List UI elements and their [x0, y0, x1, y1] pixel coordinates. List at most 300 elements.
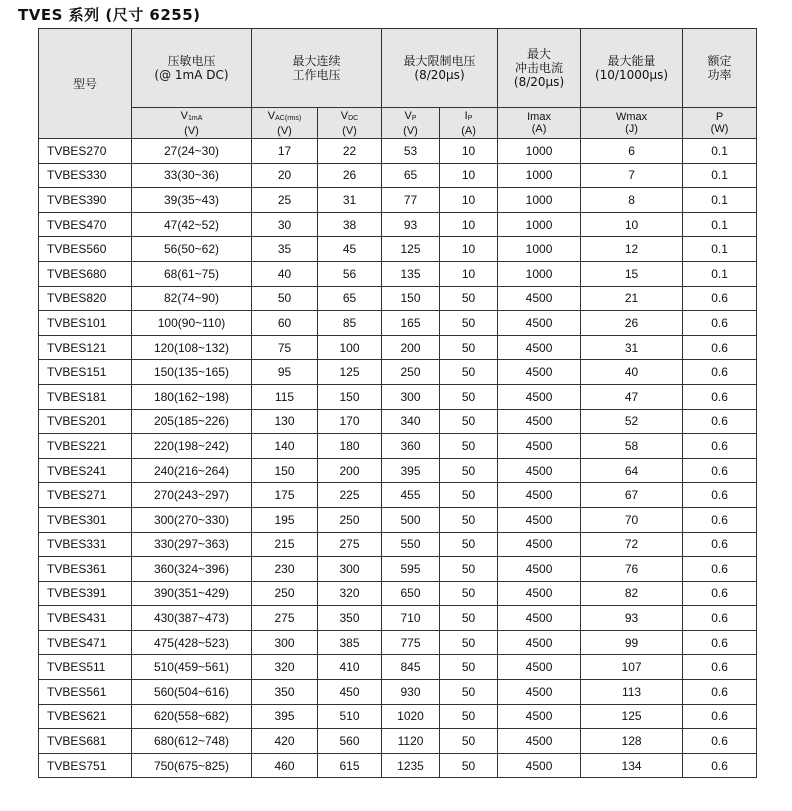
- cell-vp: 135: [382, 261, 440, 286]
- cell-varistor-voltage: 33(30~36): [132, 163, 252, 188]
- cell-vp: 1120: [382, 729, 440, 754]
- cell-wmax: 12: [581, 237, 683, 262]
- cell-ip: 50: [440, 655, 498, 680]
- symbol-subscript: DC: [348, 114, 359, 122]
- symbol-subscript: 1mA: [187, 114, 203, 122]
- cell-varistor-voltage: 39(35~43): [132, 188, 252, 213]
- cell-ip: 50: [440, 384, 498, 409]
- cell-imax: 1000: [498, 237, 581, 262]
- symbol: V: [340, 109, 349, 122]
- cell-ip: 50: [440, 507, 498, 532]
- cell-vac: 460: [252, 753, 318, 778]
- header-row: [39, 29, 757, 108]
- col-header-max-clamping: [382, 29, 498, 108]
- table-row: [39, 507, 757, 532]
- cell-vdc: 225: [318, 483, 382, 508]
- cell-vac: 60: [252, 311, 318, 336]
- cell-vac: 175: [252, 483, 318, 508]
- cell-vac: 215: [252, 532, 318, 557]
- cell-ip: 10: [440, 237, 498, 262]
- symbol: P: [715, 111, 724, 123]
- cell-varistor-voltage: 68(61~75): [132, 261, 252, 286]
- subheader-ip: [440, 108, 498, 139]
- table-row: [39, 409, 757, 434]
- table-row: [39, 680, 757, 705]
- cell-vp: 200: [382, 335, 440, 360]
- cell-power: 0.6: [683, 458, 757, 483]
- cell-varistor-voltage: 360(324~396): [132, 557, 252, 582]
- cell-varistor-voltage: 560(504~616): [132, 680, 252, 705]
- cell-power: 0.6: [683, 286, 757, 311]
- cell-imax: 4500: [498, 434, 581, 459]
- unit: (J): [625, 123, 638, 135]
- cell-vdc: 615: [318, 753, 382, 778]
- cell-model: TVBES330: [39, 163, 132, 188]
- header-line: 额定: [707, 54, 732, 68]
- cell-vac: 230: [252, 557, 318, 582]
- cell-varistor-voltage: 180(162~198): [132, 384, 252, 409]
- cell-vdc: 56: [318, 261, 382, 286]
- header-line: 压敏电压: [167, 54, 216, 68]
- cell-wmax: 47: [581, 384, 683, 409]
- cell-imax: 4500: [498, 335, 581, 360]
- cell-varistor-voltage: 680(612~748): [132, 729, 252, 754]
- cell-vdc: 450: [318, 680, 382, 705]
- symbol-subscript: P: [467, 114, 473, 122]
- cell-vp: 300: [382, 384, 440, 409]
- cell-vac: 140: [252, 434, 318, 459]
- col-header-rated-power: [683, 29, 757, 108]
- table-row: [39, 729, 757, 754]
- cell-model: TVBES271: [39, 483, 132, 508]
- cell-vp: 710: [382, 606, 440, 631]
- cell-varistor-voltage: 120(108~132): [132, 335, 252, 360]
- col-header-model: [39, 29, 132, 139]
- cell-vp: 500: [382, 507, 440, 532]
- cell-vdc: 410: [318, 655, 382, 680]
- header-line: 最大连续: [292, 54, 341, 68]
- table-row: [39, 704, 757, 729]
- cell-varistor-voltage: 205(185~226): [132, 409, 252, 434]
- cell-model: TVBES560: [39, 237, 132, 262]
- cell-model: TVBES301: [39, 507, 132, 532]
- cell-power: 0.6: [683, 483, 757, 508]
- cell-model: TVBES471: [39, 630, 132, 655]
- cell-imax: 4500: [498, 680, 581, 705]
- cell-varistor-voltage: 220(198~242): [132, 434, 252, 459]
- subheader-p: [683, 108, 757, 139]
- cell-model: TVBES270: [39, 139, 132, 164]
- cell-wmax: 113: [581, 680, 683, 705]
- cell-model: TVBES390: [39, 188, 132, 213]
- cell-imax: 4500: [498, 753, 581, 778]
- cell-power: 0.6: [683, 704, 757, 729]
- table-row: [39, 557, 757, 582]
- cell-ip: 50: [440, 335, 498, 360]
- cell-vdc: 385: [318, 630, 382, 655]
- cell-varistor-voltage: 475(428~523): [132, 630, 252, 655]
- table-row: [39, 311, 757, 336]
- cell-imax: 4500: [498, 483, 581, 508]
- col-header-max-energy: [581, 29, 683, 108]
- cell-ip: 50: [440, 630, 498, 655]
- cell-ip: 10: [440, 261, 498, 286]
- cell-power: 0.1: [683, 163, 757, 188]
- cell-varistor-voltage: 750(675~825): [132, 753, 252, 778]
- cell-wmax: 99: [581, 630, 683, 655]
- cell-vac: 75: [252, 335, 318, 360]
- table-row: [39, 606, 757, 631]
- symbol-subscript: AC(rms): [275, 114, 302, 122]
- cell-wmax: 26: [581, 311, 683, 336]
- cell-power: 0.6: [683, 680, 757, 705]
- table-row: [39, 458, 757, 483]
- cell-vp: 455: [382, 483, 440, 508]
- unit: (A): [531, 123, 547, 135]
- unit: (V): [184, 124, 199, 137]
- subheader-vdc: [318, 108, 382, 139]
- cell-imax: 1000: [498, 163, 581, 188]
- unit: (V): [403, 124, 418, 137]
- cell-wmax: 7: [581, 163, 683, 188]
- subheader-row: [39, 108, 757, 139]
- cell-wmax: 72: [581, 532, 683, 557]
- cell-ip: 10: [440, 188, 498, 213]
- cell-model: TVBES101: [39, 311, 132, 336]
- symbol-subscript: P: [411, 114, 417, 122]
- spec-table: [38, 28, 757, 778]
- cell-power: 0.1: [683, 188, 757, 213]
- cell-vp: 250: [382, 360, 440, 385]
- cell-vac: 195: [252, 507, 318, 532]
- cell-ip: 50: [440, 483, 498, 508]
- cell-ip: 50: [440, 532, 498, 557]
- cell-power: 0.1: [683, 261, 757, 286]
- cell-power: 0.6: [683, 384, 757, 409]
- table-row: [39, 630, 757, 655]
- cell-vp: 775: [382, 630, 440, 655]
- cell-ip: 50: [440, 434, 498, 459]
- cell-vac: 350: [252, 680, 318, 705]
- cell-vp: 125: [382, 237, 440, 262]
- cell-vdc: 85: [318, 311, 382, 336]
- cell-imax: 1000: [498, 139, 581, 164]
- cell-vac: 50: [252, 286, 318, 311]
- col-header-max-surge: [498, 29, 581, 108]
- cell-ip: 50: [440, 409, 498, 434]
- unit: (A): [461, 124, 476, 137]
- cell-vdc: 320: [318, 581, 382, 606]
- cell-vp: 595: [382, 557, 440, 582]
- cell-ip: 50: [440, 286, 498, 311]
- header-line: 功率: [707, 68, 732, 82]
- cell-imax: 1000: [498, 188, 581, 213]
- cell-imax: 4500: [498, 311, 581, 336]
- table-row: [39, 261, 757, 286]
- cell-model: TVBES181: [39, 384, 132, 409]
- cell-wmax: 70: [581, 507, 683, 532]
- table-row: [39, 163, 757, 188]
- subheader-wmax: [581, 108, 683, 139]
- cell-power: 0.6: [683, 311, 757, 336]
- cell-power: 0.1: [683, 237, 757, 262]
- cell-model: TVBES151: [39, 360, 132, 385]
- cell-varistor-voltage: 240(216~264): [132, 458, 252, 483]
- cell-varistor-voltage: 27(24~30): [132, 139, 252, 164]
- cell-model: TVBES820: [39, 286, 132, 311]
- cell-wmax: 125: [581, 704, 683, 729]
- cell-vdc: 180: [318, 434, 382, 459]
- cell-wmax: 67: [581, 483, 683, 508]
- cell-imax: 4500: [498, 458, 581, 483]
- cell-vac: 20: [252, 163, 318, 188]
- cell-power: 0.1: [683, 212, 757, 237]
- cell-ip: 50: [440, 581, 498, 606]
- cell-vac: 35: [252, 237, 318, 262]
- cell-ip: 10: [440, 163, 498, 188]
- cell-imax: 4500: [498, 729, 581, 754]
- cell-vac: 150: [252, 458, 318, 483]
- cell-model: TVBES431: [39, 606, 132, 631]
- cell-model: TVBES221: [39, 434, 132, 459]
- cell-vac: 95: [252, 360, 318, 385]
- cell-vp: 165: [382, 311, 440, 336]
- unit: (V): [277, 124, 292, 137]
- cell-varistor-voltage: 150(135~165): [132, 360, 252, 385]
- cell-model: TVBES511: [39, 655, 132, 680]
- cell-ip: 50: [440, 311, 498, 336]
- cell-imax: 4500: [498, 581, 581, 606]
- cell-varistor-voltage: 330(297~363): [132, 532, 252, 557]
- cell-imax: 4500: [498, 655, 581, 680]
- cell-power: 0.6: [683, 557, 757, 582]
- col-header-model-label: 型号: [72, 76, 97, 91]
- table-row: [39, 286, 757, 311]
- cell-imax: 4500: [498, 704, 581, 729]
- cell-vac: 115: [252, 384, 318, 409]
- table-row: [39, 188, 757, 213]
- symbol: Imax: [527, 111, 551, 123]
- cell-ip: 50: [440, 557, 498, 582]
- header-line: 最大限制电压: [403, 54, 476, 68]
- cell-vp: 360: [382, 434, 440, 459]
- header-line: (@ 1mA DC): [154, 68, 229, 82]
- cell-vdc: 100: [318, 335, 382, 360]
- cell-vdc: 125: [318, 360, 382, 385]
- cell-vp: 77: [382, 188, 440, 213]
- cell-imax: 4500: [498, 532, 581, 557]
- cell-vdc: 350: [318, 606, 382, 631]
- cell-vp: 650: [382, 581, 440, 606]
- cell-vac: 420: [252, 729, 318, 754]
- cell-wmax: 64: [581, 458, 683, 483]
- header-line: 最大: [527, 47, 552, 61]
- cell-ip: 50: [440, 606, 498, 631]
- cell-vac: 25: [252, 188, 318, 213]
- page-title: TVES 系列 (尺寸 6255): [18, 6, 201, 24]
- cell-power: 0.6: [683, 729, 757, 754]
- cell-model: TVBES331: [39, 532, 132, 557]
- cell-model: TVBES681: [39, 729, 132, 754]
- cell-vac: 17: [252, 139, 318, 164]
- cell-model: TVBES680: [39, 261, 132, 286]
- cell-power: 0.6: [683, 581, 757, 606]
- header-line: 冲击电流: [515, 61, 564, 75]
- subheader-imax: [498, 108, 581, 139]
- table-row: [39, 212, 757, 237]
- table-row: [39, 360, 757, 385]
- cell-model: TVBES751: [39, 753, 132, 778]
- cell-varistor-voltage: 47(42~52): [132, 212, 252, 237]
- cell-power: 0.6: [683, 409, 757, 434]
- table-row: [39, 581, 757, 606]
- cell-model: TVBES241: [39, 458, 132, 483]
- cell-vp: 53: [382, 139, 440, 164]
- cell-vdc: 250: [318, 507, 382, 532]
- subheader-vac: [252, 108, 318, 139]
- cell-model: TVBES621: [39, 704, 132, 729]
- cell-ip: 50: [440, 458, 498, 483]
- header-line: (8/20μs): [513, 75, 565, 89]
- table-row: [39, 655, 757, 680]
- cell-vac: 395: [252, 704, 318, 729]
- cell-vdc: 38: [318, 212, 382, 237]
- table-row: [39, 483, 757, 508]
- cell-imax: 4500: [498, 384, 581, 409]
- cell-imax: 4500: [498, 409, 581, 434]
- cell-imax: 4500: [498, 360, 581, 385]
- cell-wmax: 107: [581, 655, 683, 680]
- cell-model: TVBES121: [39, 335, 132, 360]
- cell-vdc: 150: [318, 384, 382, 409]
- cell-wmax: 134: [581, 753, 683, 778]
- cell-wmax: 21: [581, 286, 683, 311]
- cell-vdc: 275: [318, 532, 382, 557]
- cell-vdc: 200: [318, 458, 382, 483]
- symbol: V: [267, 109, 276, 122]
- cell-vdc: 26: [318, 163, 382, 188]
- cell-vdc: 510: [318, 704, 382, 729]
- table-row: [39, 384, 757, 409]
- subheader-v1ma: [132, 108, 252, 139]
- cell-power: 0.6: [683, 532, 757, 557]
- cell-wmax: 76: [581, 557, 683, 582]
- cell-power: 0.6: [683, 630, 757, 655]
- cell-vp: 395: [382, 458, 440, 483]
- cell-imax: 4500: [498, 507, 581, 532]
- cell-vac: 40: [252, 261, 318, 286]
- cell-power: 0.6: [683, 434, 757, 459]
- cell-wmax: 8: [581, 188, 683, 213]
- unit: (V): [342, 124, 357, 137]
- symbol: V: [180, 109, 188, 122]
- cell-varistor-voltage: 430(387~473): [132, 606, 252, 631]
- cell-vdc: 560: [318, 729, 382, 754]
- cell-ip: 10: [440, 139, 498, 164]
- cell-power: 0.6: [683, 335, 757, 360]
- cell-power: 0.6: [683, 655, 757, 680]
- cell-wmax: 93: [581, 606, 683, 631]
- cell-vp: 150: [382, 286, 440, 311]
- cell-varistor-voltage: 510(459~561): [132, 655, 252, 680]
- table-body: [39, 139, 757, 778]
- cell-model: TVBES361: [39, 557, 132, 582]
- header-line: (10/1000μs): [594, 68, 669, 82]
- cell-vac: 275: [252, 606, 318, 631]
- table-row: [39, 335, 757, 360]
- table-row: [39, 532, 757, 557]
- cell-wmax: 15: [581, 261, 683, 286]
- col-header-max-continuous: [252, 29, 382, 108]
- cell-vdc: 22: [318, 139, 382, 164]
- cell-vac: 30: [252, 212, 318, 237]
- cell-varistor-voltage: 270(243~297): [132, 483, 252, 508]
- cell-vac: 300: [252, 630, 318, 655]
- cell-ip: 50: [440, 360, 498, 385]
- cell-imax: 4500: [498, 557, 581, 582]
- cell-imax: 4500: [498, 286, 581, 311]
- cell-varistor-voltage: 82(74~90): [132, 286, 252, 311]
- col-header-varistor-voltage: [132, 29, 252, 108]
- cell-power: 0.1: [683, 139, 757, 164]
- symbol: I: [464, 109, 468, 122]
- cell-ip: 10: [440, 212, 498, 237]
- cell-power: 0.6: [683, 753, 757, 778]
- cell-ip: 50: [440, 753, 498, 778]
- symbol: Wmax: [615, 111, 648, 123]
- table-row: [39, 753, 757, 778]
- cell-varistor-voltage: 620(558~682): [132, 704, 252, 729]
- cell-ip: 50: [440, 729, 498, 754]
- subheader-vp: [382, 108, 440, 139]
- unit: (W): [710, 123, 729, 135]
- cell-imax: 4500: [498, 606, 581, 631]
- cell-vdc: 31: [318, 188, 382, 213]
- cell-vac: 320: [252, 655, 318, 680]
- cell-vp: 550: [382, 532, 440, 557]
- cell-power: 0.6: [683, 360, 757, 385]
- cell-wmax: 6: [581, 139, 683, 164]
- cell-vp: 1235: [382, 753, 440, 778]
- header-line: (8/20μs): [414, 68, 465, 82]
- cell-imax: 1000: [498, 261, 581, 286]
- cell-imax: 4500: [498, 630, 581, 655]
- cell-vdc: 300: [318, 557, 382, 582]
- cell-wmax: 31: [581, 335, 683, 360]
- cell-model: TVBES561: [39, 680, 132, 705]
- cell-power: 0.6: [683, 507, 757, 532]
- cell-vdc: 65: [318, 286, 382, 311]
- cell-ip: 50: [440, 680, 498, 705]
- cell-model: TVBES470: [39, 212, 132, 237]
- cell-model: TVBES391: [39, 581, 132, 606]
- cell-power: 0.6: [683, 606, 757, 631]
- table-row: [39, 237, 757, 262]
- header-line: 最大能量: [607, 54, 656, 68]
- cell-wmax: 128: [581, 729, 683, 754]
- cell-vp: 93: [382, 212, 440, 237]
- table-row: [39, 434, 757, 459]
- cell-varistor-voltage: 56(50~62): [132, 237, 252, 262]
- cell-vac: 130: [252, 409, 318, 434]
- cell-varistor-voltage: 390(351~429): [132, 581, 252, 606]
- table-row: [39, 139, 757, 164]
- cell-wmax: 58: [581, 434, 683, 459]
- cell-vac: 250: [252, 581, 318, 606]
- cell-vp: 65: [382, 163, 440, 188]
- cell-vp: 845: [382, 655, 440, 680]
- header-line: 工作电压: [292, 68, 341, 82]
